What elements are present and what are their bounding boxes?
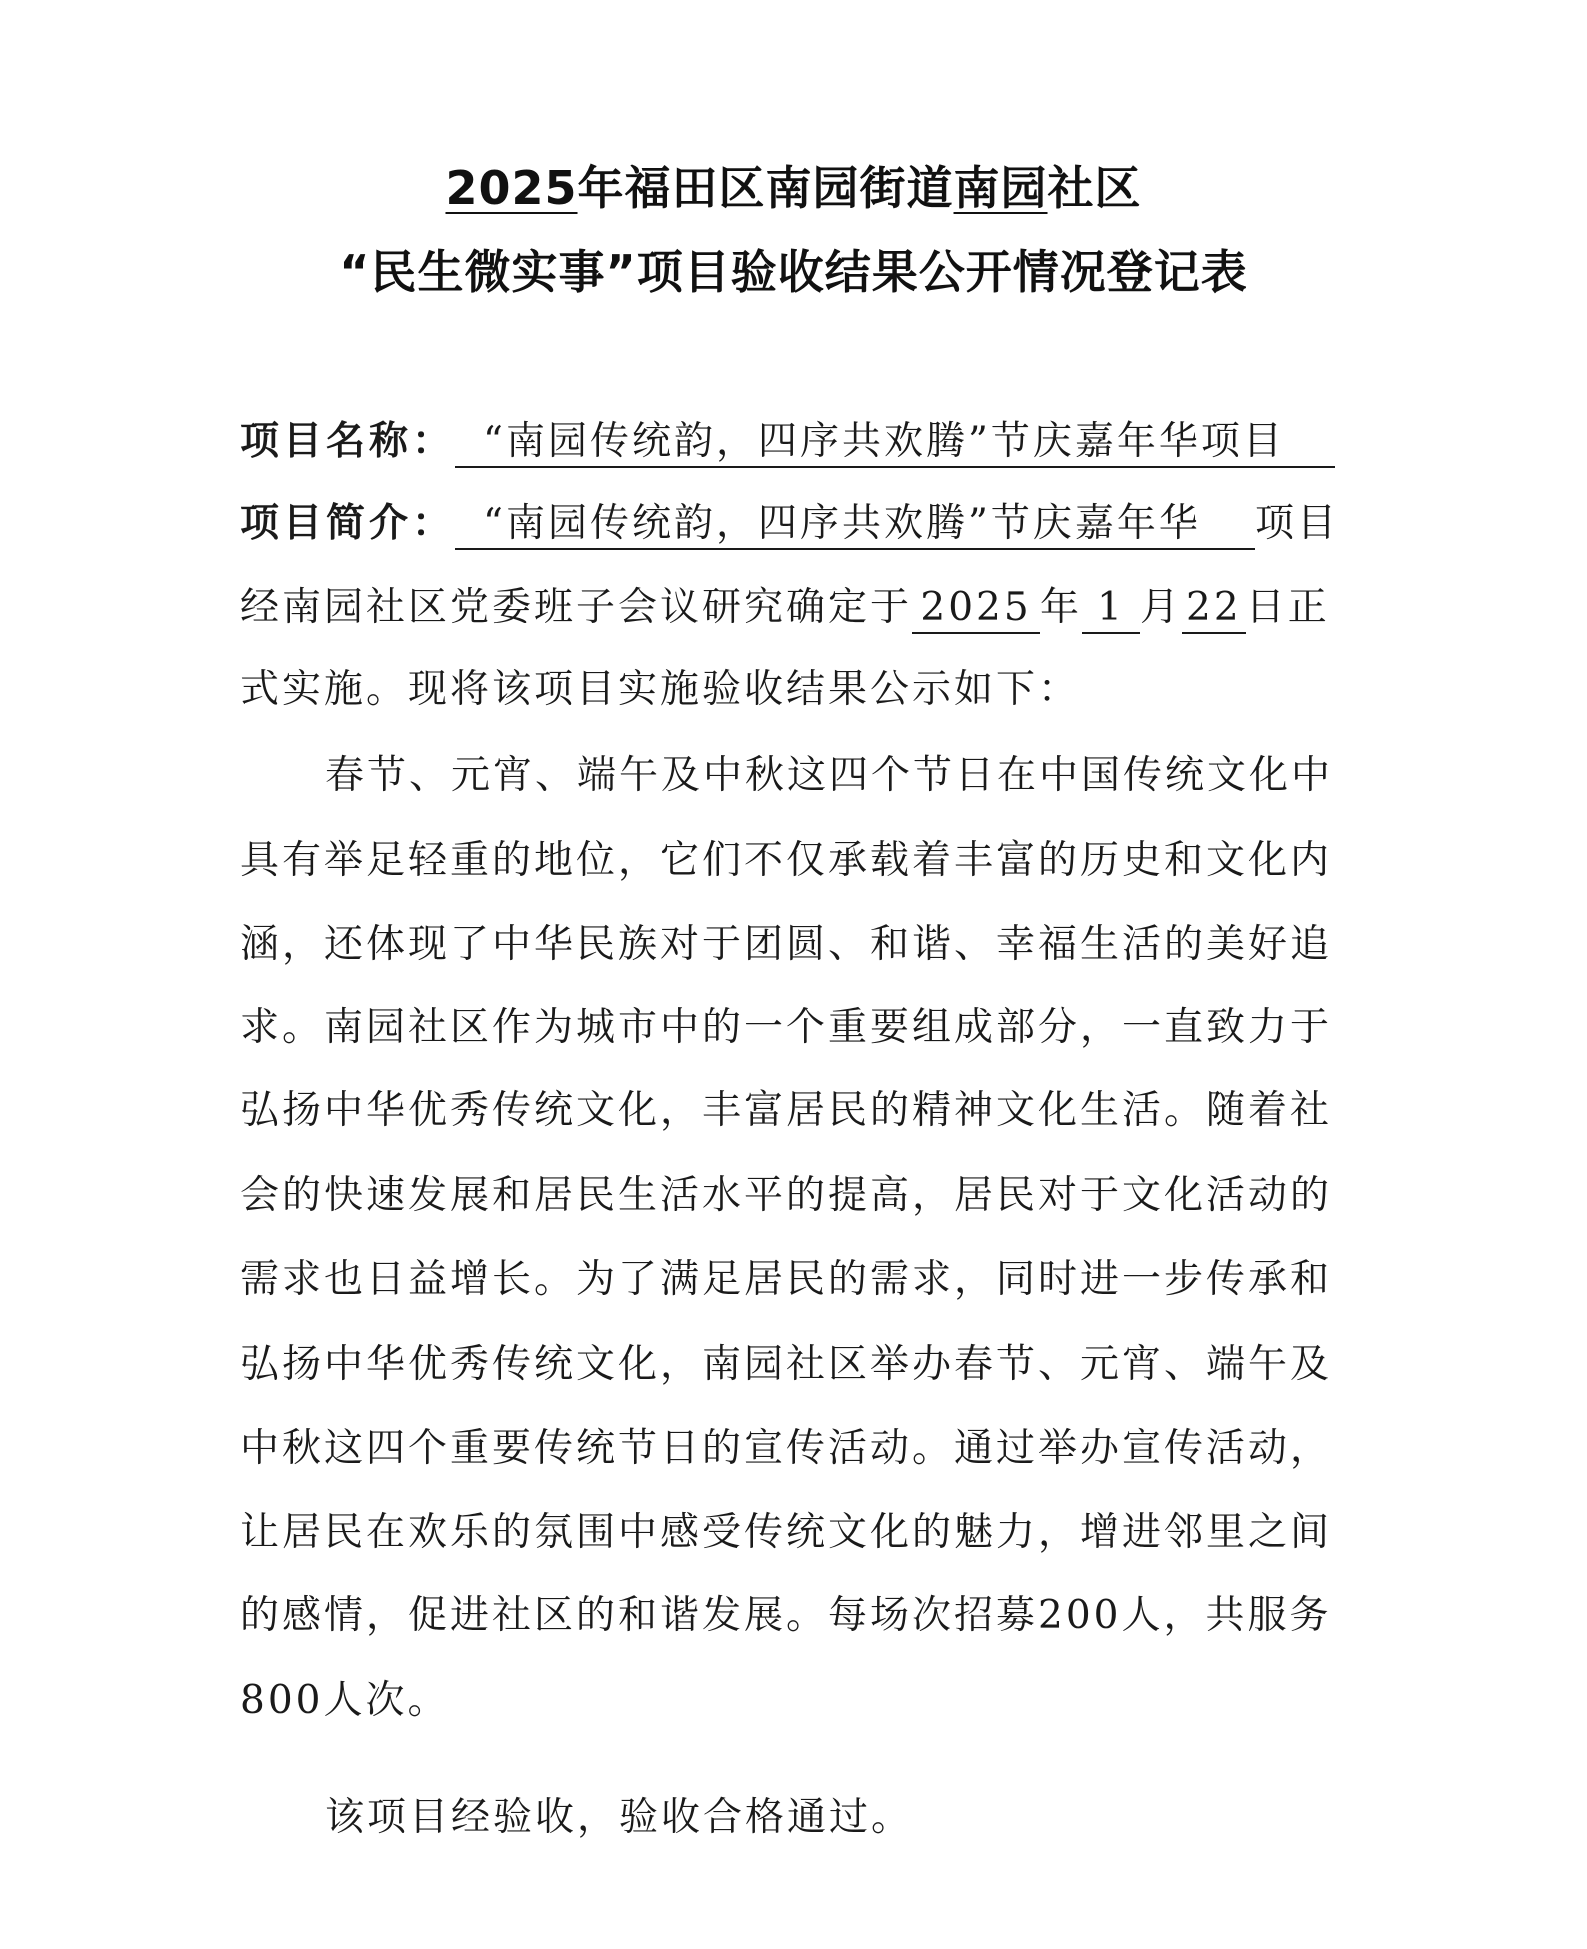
decision-row [240,582,1350,634]
body-line: 800人次。 [240,1678,450,1723]
document-title [0,158,1587,218]
decision-month: 1 [1082,584,1140,634]
day-unit: 日正 [1245,585,1330,630]
project-intro-value: “南园传统韵，四序共欢腾”节庆嘉年华 [455,500,1255,550]
year-unit: 年 [1040,585,1083,630]
title-year: 2025 [445,161,578,215]
body-line: 中秋这四个重要传统节日的宣传活动。通过举办宣传活动， [240,1426,1333,1471]
project-intro-label: 项目简介： [240,501,456,546]
implement-line: 式实施。现将该项目实施验收结果公示如下： [240,667,1081,712]
body-line: 弘扬中华优秀传统文化，南园社区举办春节、元宵、端午及 [240,1342,1333,1387]
month-unit: 月 [1140,585,1183,630]
conclusion-line: 该项目经验收，验收合格通过。 [325,1795,914,1840]
project-name-label: 项目名称： [240,419,456,464]
body-line: 求。南园社区作为城市中的一个重要组成部分，一直致力于 [240,1005,1333,1050]
project-name-row [240,416,1350,468]
title-district: 年福田区南园街道 [577,161,954,215]
project-intro-row [240,498,1350,550]
body-line: 让居民在欢乐的氛围中感受传统文化的魅力，增进邻里之间 [240,1510,1333,1555]
project-name-value: “南园传统韵，四序共欢腾”节庆嘉年华项目 [455,418,1335,468]
decision-year: 2025 [912,584,1040,634]
body-line: 弘扬中华优秀传统文化，丰富居民的精神文化生活。随着社 [240,1088,1333,1133]
title-community: 南园 [953,161,1048,215]
title-suffix: 社区 [1047,161,1142,215]
body-line: 需求也日益增长。为了满足居民的需求，同时进一步传承和 [240,1257,1333,1302]
document-subtitle: “民生微实事”项目验收结果公开情况登记表 [339,245,1248,299]
body-line: 春节、元宵、端午及中秋这四个节日在中国传统文化中 [325,753,1334,798]
body-line: 具有举足轻重的地位，它们不仅承载着丰富的历史和文化内 [240,838,1333,883]
decision-text: 经南园社区党委班子会议研究确定于 [240,585,913,630]
project-intro-after: 项目 [1255,501,1340,546]
body-line: 会的快速发展和居民生活水平的提高，居民对于文化活动的 [240,1173,1333,1218]
body-line: 的感情，促进社区的和谐发展。每场次招募200人，共服务 [240,1593,1332,1638]
body-line: 涵，还体现了中华民族对于团圆、和谐、幸福生活的美好追 [240,922,1333,967]
decision-day: 22 [1182,584,1246,634]
